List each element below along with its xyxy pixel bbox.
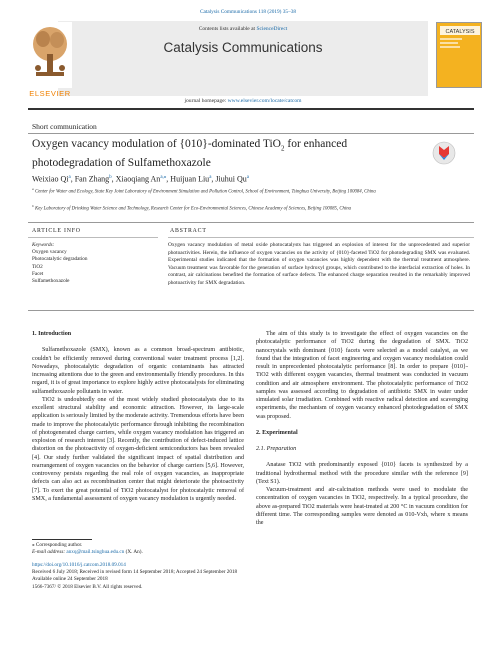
- elsevier-wordmark: ELSEVIER: [29, 89, 71, 98]
- title-subscript: 2: [281, 144, 285, 153]
- author-name[interactable]: Xiaoqiang An: [115, 174, 161, 184]
- paragraph: TiO2 is undoubtedly one of the most widely studied photocatalysts due to its excellent structural stability and economic attraction. However, its large-scale application is seriously limited by the moderate activity. Tremendous efforts have been made to improve the photocatalytic performance through inhibiting the recombination of photogenerated charge carriers, while oxygen vacancy modulation has triggered an explosion of research interest [3]. Recently, the contribution of defect-induced lattice distortion on the photoactivity of oxygen-deficient semiconductors has been revealed [4]. Our study further validated the significant impact of spatial distribution and rearrangement of oxygen vacancies on the behavior of charge carriers [5,6]. However, controversy persists regarding the real role of oxygen vacancies, as inappropriate defects can also act as recombination center that might deteriorate the photoactivity [7]. To exert the great potential of TiO2 photocatalyst for photocatalytic removal of SMX, a fundamental assessment of oxygen vacancy modulation is urgently needed.: [32, 396, 244, 502]
- section-heading: 2. Experimental: [256, 429, 298, 436]
- affiliation: [32, 186, 468, 196]
- header-rule: [28, 108, 474, 110]
- copyright: 1566-7367/ © 2018 Elsevier B.V. All rights reserved.: [32, 583, 143, 590]
- affiliation-text: Center for Water and Ecology, State Key Joint Laboratory of Environment Simulation and Pollution Control, School of Environment, Tsinghua University, Beijing 100084, China: [34, 189, 376, 195]
- email-suffix: (X. An).: [124, 549, 143, 555]
- received-dates: Received 6 July 2018; Received in revised form 14 September 2018; Accepted 24 September 2018: [32, 569, 238, 576]
- article-info-heading: ARTICLE INFO: [32, 228, 81, 234]
- title-part: Oxygen vacancy modulation of {010}-dominated TiO: [32, 138, 281, 150]
- footnotes: [32, 542, 143, 556]
- divider: [168, 237, 474, 238]
- sciencedirect-link[interactable]: ScienceDirect: [256, 26, 288, 32]
- keyword: Photocatalytic degradation: [32, 256, 88, 263]
- homepage-link[interactable]: www.elsevier.com/locate/catcom: [227, 98, 302, 104]
- author-name[interactable]: Fan Zhang: [74, 174, 110, 184]
- author-affiliation-mark[interactable]: a,⁎: [160, 175, 167, 180]
- cover-title: CATALYSIS: [445, 29, 475, 35]
- author-affiliation-mark[interactable]: a: [68, 175, 71, 180]
- article-type: Short communication: [32, 122, 97, 131]
- body-column-right: [256, 330, 468, 527]
- author-name[interactable]: Jiuhui Qu: [215, 174, 247, 184]
- divider: [28, 310, 474, 311]
- keywords-block: [32, 242, 87, 285]
- paragraph: Anatase TiO2 with predominantly exposed {010} facets is synthesized by a traditional hydrothermal method with the procedure similar with the reference [9] (Text S1).: [256, 462, 468, 485]
- affiliation: [32, 203, 468, 213]
- section-heading: 1. Introduction: [32, 331, 72, 337]
- title-line-2: photodegradation of Sulfamethoxazole: [32, 156, 211, 169]
- affiliation-text: Key Laboratory of Drinking Water Science and Technology, Research Center for Eco-Environmental Sciences, Chinese Academy of Sciences, Beijing 100085, China: [34, 206, 352, 212]
- divider: [28, 133, 474, 134]
- affiliation-mark: b: [32, 204, 34, 208]
- journal-reference[interactable]: Catalysis Communications 118 (2019) 35–38: [199, 9, 297, 15]
- journal-title[interactable]: Catalysis Communications: [163, 40, 323, 55]
- body-column-left: [32, 330, 244, 503]
- cover-art: [437, 23, 483, 89]
- abstract-heading: ABSTRACT: [170, 228, 207, 234]
- email-link[interactable]: anxq@mail.tsinghua.edu.cn: [66, 549, 125, 555]
- abstract-text: Oxygen vacancy modulation of metal oxide photocatalysts has triggered an explosion of interest for the unprecedented and superior photoactivities. Herein, the influence of oxygen vacancies on the activity of {010}-faceted TiO2 for photodegrading SMX was evaluated. Experimental studies indicated that the formation of oxygen vacancies was highly dependent with the thermal treatment atmosphere. Vacuum treatment was favorable for the generation of surface hydroxyl groups, which contributed to the interfacial extraction of holes. In contrast, air calcinations benefited the formation of surface defects. The enhanced charge separation resulted in the remarkably improved photoactivity for SMX degradation.: [168, 242, 470, 286]
- keyword: Oxygen vacancy: [32, 249, 67, 256]
- author-list: Weixiao Qi$^a$, Fan Zhang$^b$, Xiaoqiang $An^{a,⁎}$, Huijuan Liu$^a$, Jiuhui Qu$^a$: [32, 174, 249, 184]
- contents-prefix: Contents lists available at: [198, 26, 257, 32]
- author-name[interactable]: Weixiao Qi: [32, 174, 69, 184]
- title-part: for enhanced: [284, 138, 348, 150]
- divider: [28, 237, 158, 238]
- email-label: E-mail address:: [32, 549, 67, 555]
- masthead-banner: [58, 21, 428, 96]
- subsection-heading: 2.1. Preparation: [256, 446, 297, 452]
- available-online: Available online 24 September 2018: [32, 576, 108, 583]
- journal-cover-thumbnail[interactable]: [436, 22, 482, 88]
- journal-homepage: [58, 98, 428, 104]
- contents-line: [58, 26, 428, 32]
- keyword: Facet: [32, 270, 44, 277]
- keywords-label: Keywords:: [32, 242, 55, 248]
- author-name[interactable]: Huijuan Liu: [170, 174, 210, 184]
- homepage-prefix: journal homepage:: [184, 98, 228, 104]
- doi-link[interactable]: https://doi.org/10.1016/j.catcom.2018.09.014: [32, 562, 126, 568]
- article-footer: [32, 562, 237, 591]
- footnote-rule: [32, 539, 92, 540]
- crossmark-icon[interactable]: [432, 141, 456, 165]
- author-affiliation-mark[interactable]: b: [109, 175, 112, 180]
- divider: [28, 222, 474, 223]
- affiliation-mark: a: [32, 187, 34, 191]
- keyword: Sulfamethoxazole: [32, 278, 70, 285]
- keyword: TiO2: [32, 263, 43, 270]
- email-line: [32, 549, 143, 556]
- paragraph: Vacuum-treatment and air-calcination methods were used to modulate the concentration of oxygen vacancies in TiO2, respectively. In a typical procedure, the above as-prepared TiO2 materials were heat-treated at 200 °C in vacuum condition for different time. The corresponding samples were denoted as 010-Vxh, where x means the: [256, 487, 468, 526]
- corresponding-author-note: ⁎ Corresponding author.: [32, 542, 83, 548]
- paragraph: Sulfamethoxazole (SMX), known as a common broad-spectrum antibiotic, couldn't be efficiently removed during conventional water treatment process [1,2]. Nowadays, photocatalytic degradation of organic contaminants has attracted increasing attentions due to the green and environmentally friendly procedures. In this regard, it is of great importance to explore highly active photocatalysts for eliminating sulfamethoxazole pollutants in water.: [32, 347, 244, 395]
- elsevier-tree-logo[interactable]: [28, 22, 72, 88]
- author-affiliation-mark[interactable]: a: [246, 175, 249, 180]
- article-title: [32, 137, 402, 170]
- author-affiliation-mark[interactable]: a: [209, 175, 212, 180]
- paragraph: The aim of this study is to investigate the effect of oxygen vacancies on the photocatalytic performance of TiO2 during the degradation of SMX. TiO2 nanocrystals with dominant {010} facets were selected as a model catalyst, as we found that the integration of facet engineering and oxygen vacancy modulation could result in unprecedented photocatalytic performance [8]. In order to prepare {010}-TiO2 with different oxygen vacancies, thermal treatment was conducted in vacuum condition and air atmosphere environment. The photocatalytic performance of TiO2 samples was assessed according to degradation of antibiotic SMX in water under simulated solar irradiation. Combined with reactive radical detection and scavenging experiments, the mechanism of oxygen vacancy enhanced photodegradation of SMX was proposed.: [256, 331, 468, 420]
